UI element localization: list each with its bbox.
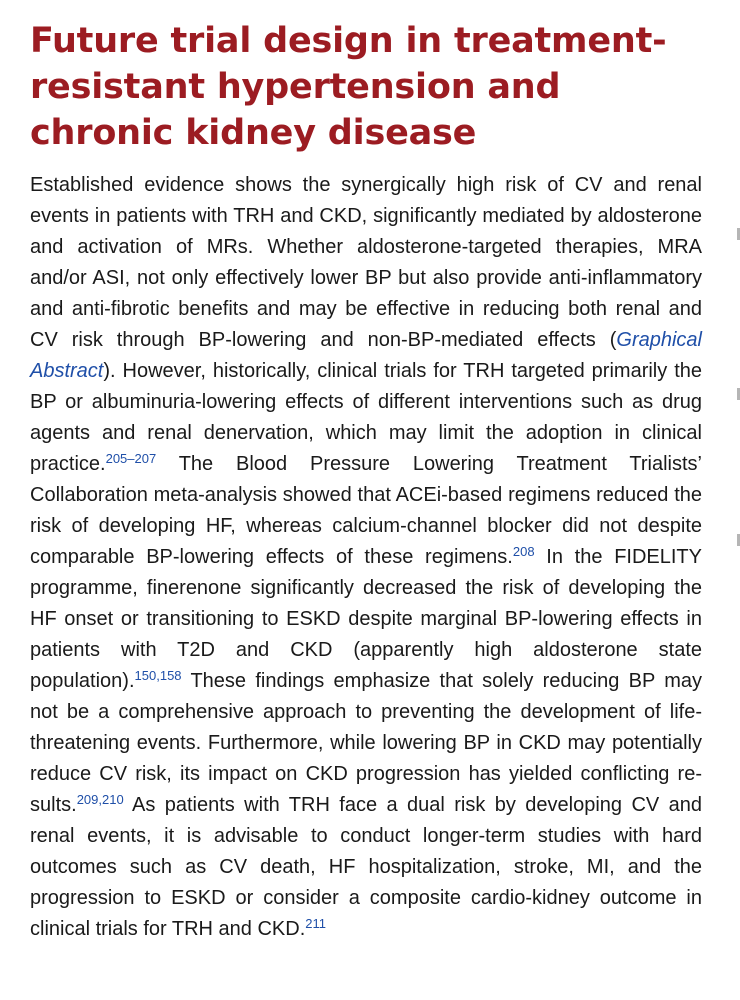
body-text-segment: These findings emphasize that solely reducing BP may not be a comprehensive approach to preventing the development of life-threatening events. Furthermore, while lowering BP in CKD may potentially reduce CV risk, its impact on CKD progression has yielded conflicting results.: [30, 670, 702, 816]
body-text-segment: In the FIDELITY programme, finerenone significantly decreased the risk of developing the HF onset or transitioning to ESKD despite marginal BP-lowering effects in patients with T2D and CKD (apparently high aldosterone state population).: [30, 546, 702, 692]
section-title: Future trial design in treatment-resistant hypertension and chronic kidney disease: [30, 21, 667, 153]
body-text-segment: Established evidence shows the synergically high risk of CV and renal events in patients with TRH and CKD, significantly mediated by aldosterone and activation of MRs. Whether aldosterone-targeted therapies, MRA and/or ASI, not only effectively lower BP but also provide anti-inflammatory and anti-fibrotic benefits and may be effective in reducing both renal and CV risk through BP-lowering and non-BP-mediated effects (: [30, 174, 702, 351]
body-text-segment: ). However, historically, clinical trials for TRH targeted primarily the BP or albuminuria-lowering effects of different interventions such as drug agents and renal denervation, which may limit the adoption in clinical practice.: [30, 360, 702, 475]
citation-ref[interactable]: 208: [512, 544, 535, 559]
body-text-segment: As patients with TRH face a dual risk by developing CV and renal events, it is advisable to conduct longer-term studies with hard outcomes such as CV death, HF hospitalization, stroke, MI, and the progression to ESKD or consider a composite cardio-kidney outcome in clinical trials for TRH and CKD.: [30, 794, 702, 940]
citation-ref[interactable]: 205–207: [105, 451, 157, 466]
body-text-segment: The Blood Pressure Lowering Treatment Trialists’ Collaboration meta-analysis showed that ACEi-based regimens reduced the risk of developing HF, whereas calcium-channel blocker did not despite comparable BP-lowering effects of these regimens.: [30, 453, 702, 568]
citation-ref[interactable]: 209,210: [76, 792, 124, 807]
body-paragraph: [30, 170, 702, 945]
graphical-abstract-link[interactable]: Graphical Abstract: [30, 329, 702, 382]
citation-ref[interactable]: 150,158: [134, 668, 182, 683]
article-section: [30, 18, 702, 945]
citation-ref[interactable]: 211: [305, 916, 326, 931]
